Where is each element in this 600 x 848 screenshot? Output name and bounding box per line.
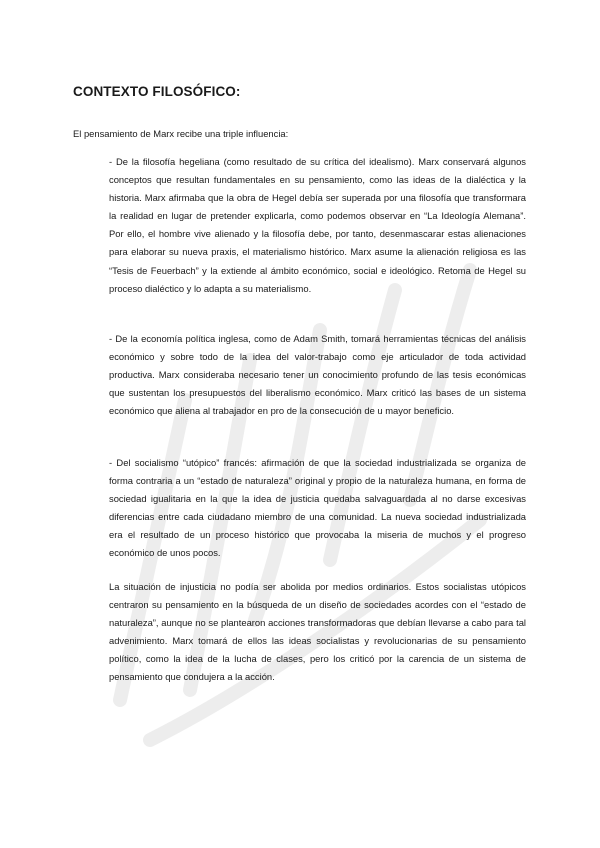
paragraph-english-economy: - De la economía política inglesa, como de Adam Smith, tomará herramientas técnicas del análisis económico y sobre todo de la idea del valor-trabajo como eje articulador de toda actividad productiva. Marx consideraba necesario tener un conocimiento profundo de las tesis económicas que sustentan los presupuestos del liberalismo económico. Marx criticó las bases de un sistema económico que aliena al trabajador en pro de la consecución de u mayor beneficio. <box>109 333 526 417</box>
intro-text: El pensamiento de Marx recibe una triple influencia: <box>73 128 289 139</box>
page-title: CONTEXTO FILOSÓFICO: <box>73 84 241 99</box>
paragraph-utopian-socialism: - Del socialismo “utópico” francés: afirmación de que la sociedad industrializada se organiza de forma contraria a un “estado de naturaleza” original y propio de la naturaleza humana, en forma de sociedad igualitaria en la que la idea de justicia quedaba salvaguardada al no darse excesivas diferencias entre cada ciudadano miembro de una comunidad. La nueva sociedad industrializada era el resultado de un proceso histórico que provocaba la miseria de muchos y el progreso económico de unos pocos. <box>109 457 526 559</box>
paragraph-injustice-situation: La situación de injusticia no podía ser abolida por medios ordinarios. Estos socialistas utópicos centraron su pensamiento en la búsqueda de un diseño de sociedades acordes con el “estado de naturaleza”, aunque no se plantearon acciones transformadoras que debían llevarse a cabo para tal advenimiento. Marx tomará de ellos las ideas socialistas y revolucionarias de su pensamiento político, como la idea de la lucha de clases, pero los criticó por la carencia de un sistema de pensamiento que condujera a la acción. <box>109 581 526 683</box>
paragraph-hegelian-philosophy: - De la filosofía hegeliana (como resultado de su crítica del idealismo). Marx conservará algunos conceptos que resultan fundamentales en su pensamiento, como las ideas de la dialéctica y la historia. Marx afirmaba que la obra de Hegel debía ser superada por una filosofía que transformara la realidad en lugar de pretender explicarla, como podemos observar en “La Ideología Alemana”. Por ello, el hombre vive alienado y la filosofía debe, por tanto, desenmascarar estas alienaciones para elaborar su nueva praxis, el materialismo histórico. Marx asume la alienación religiosa es las “Tesis de Feuerbach” y la extiende al ámbito económico, social e ideológico. Retoma de Hegel su proceso dialéctico y lo adapta a su materialismo. <box>109 156 526 294</box>
